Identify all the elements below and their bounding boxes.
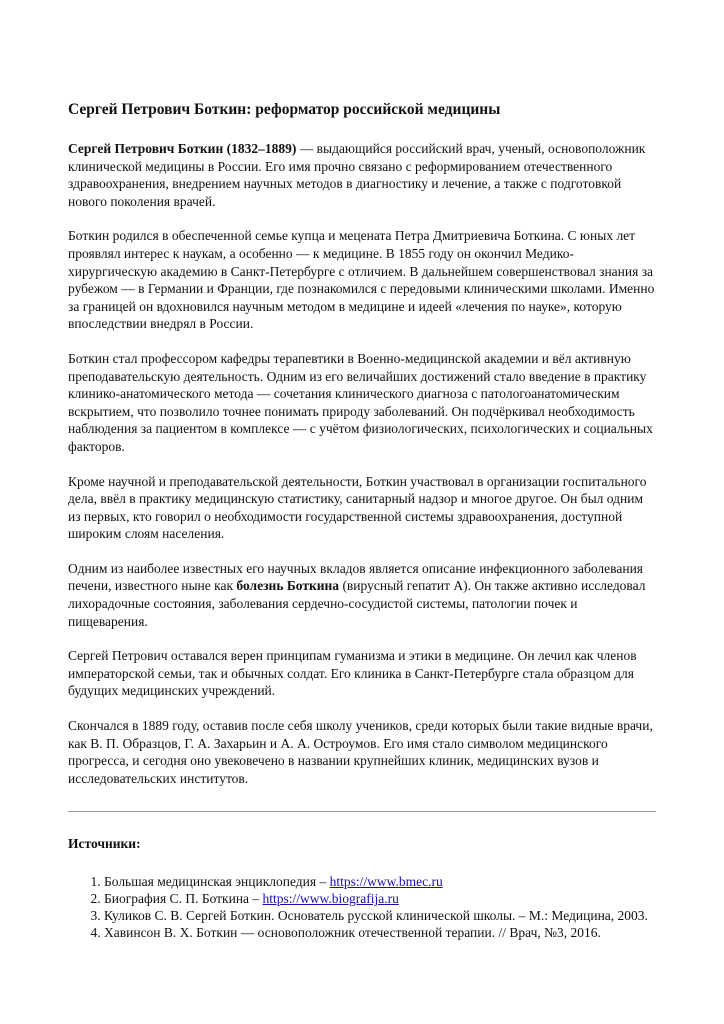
paragraph-4: Кроме научной и преподавательской деятельности, Боткин участвовал в организации госпитального дела, ввёл в практику медицинскую статистику, санитарный надзор и многое другое. Он был одним из первых, кто говорил о необходимости государственной системы здравоохранения, доступной широким слоям населения. bbox=[68, 473, 647, 542]
source-item bbox=[104, 890, 658, 907]
paragraph-5 bbox=[68, 560, 658, 630]
sources-title: Источники: bbox=[68, 836, 141, 852]
document-title: Сергей Петрович Боткин: реформатор российской медицины bbox=[68, 101, 501, 118]
paragraph-2: Боткин родился в обеспеченной семье купца и мецената Петра Дмитриевича Боткина. С юных лет проявлял интерес к наукам, а особенно — к медицине. В 1855 году он окончил Медико-хирургическую академию в Санкт-Петербурге с отличием. В дальнейшем совершенствовал знания за рубежом — в Германии и Франции, где познакомился с передовыми клиническими школами. Именно за границей он вдохновился научным методом в медицине и идеей «лечения по науке», которую впоследствии внедрял в России. bbox=[68, 228, 655, 332]
source-item bbox=[104, 907, 658, 924]
paragraph-3: Боткин стал профессором кафедры терапевтики в Военно-медицинской академии и вёл активную преподавательскую деятельность. Одним из его величайших достижений стало введение в практику клинико-анатомического метода — сочетания клинического диагноза с патологоанатомическим вскрытием, что позволило точнее понимать природу заболеваний. Он подчёркивал необходимость наблюдения за пациентом в комплексе — с учётом физиологических, психологических и социальных факторов. bbox=[68, 350, 653, 454]
source-item bbox=[104, 873, 658, 890]
source-link-biografija[interactable]: https://www.biografija.ru bbox=[262, 891, 399, 907]
sources-list bbox=[68, 873, 658, 941]
paragraph-7: Скончался в 1889 году, оставив после себя школу учеников, среди которых были такие видные врачи, как В. П. Образцов, Г. А. Захарьин и А. А. Остроумов. Его имя стало символом медицинского прогресса, и сегодня оно увековечено в названии крупнейших клиник, медицинских вузов и исследовательских институтов. bbox=[68, 718, 653, 786]
intro-name-bold: Сергей Петрович Боткин (1832–1889) bbox=[68, 141, 297, 156]
paragraph-intro bbox=[68, 140, 658, 210]
paragraph-6: Сергей Петрович оставался верен принципам гуманизма и этики в медицине. Он лечил как членов императорской семьи, так и обычных солдат. Его клиника в Санкт-Петербурге стала образцом для будущих медицинских учреждений. bbox=[68, 648, 637, 699]
source-text: Куликов С. В. Сергей Боткин. Основатель русской клинической школы. – М.: Медицина, 2003. bbox=[104, 908, 648, 924]
source-text: Биография С. П. Боткина – bbox=[104, 891, 263, 907]
p5-before: Одним из наиболее известных его научных вкладов является описание инфекционного заболевания печени, известного ныне как bbox=[68, 560, 644, 594]
p5-after: (вирусный гепатит А). Он также активно исследовал лихорадочные состояния, заболевания сердечно-сосудистой системы, патологии почек и пищеварения. bbox=[68, 578, 646, 629]
source-item bbox=[104, 924, 658, 941]
source-link-bmec[interactable]: https://www.bmec.ru bbox=[329, 874, 443, 890]
document-page bbox=[68, 100, 658, 941]
source-text: Хавинсон В. Х. Боткин — основоположник отечественной терапии. // Врач, №3, 2016. bbox=[104, 925, 601, 941]
divider bbox=[68, 811, 656, 812]
p5-bold-disease: болезнь Боткина bbox=[236, 578, 340, 594]
source-text: Большая медицинская энциклопедия – bbox=[104, 874, 330, 890]
intro-text: — выдающийся российский врач, ученый, основоположник клинической медицины в России. Его имя прочно связано с реформированием отечественного здравоохранения, внедрением научных методов в диагностику и лечение, а также с подготовкой нового поколения врачей. bbox=[68, 141, 646, 209]
